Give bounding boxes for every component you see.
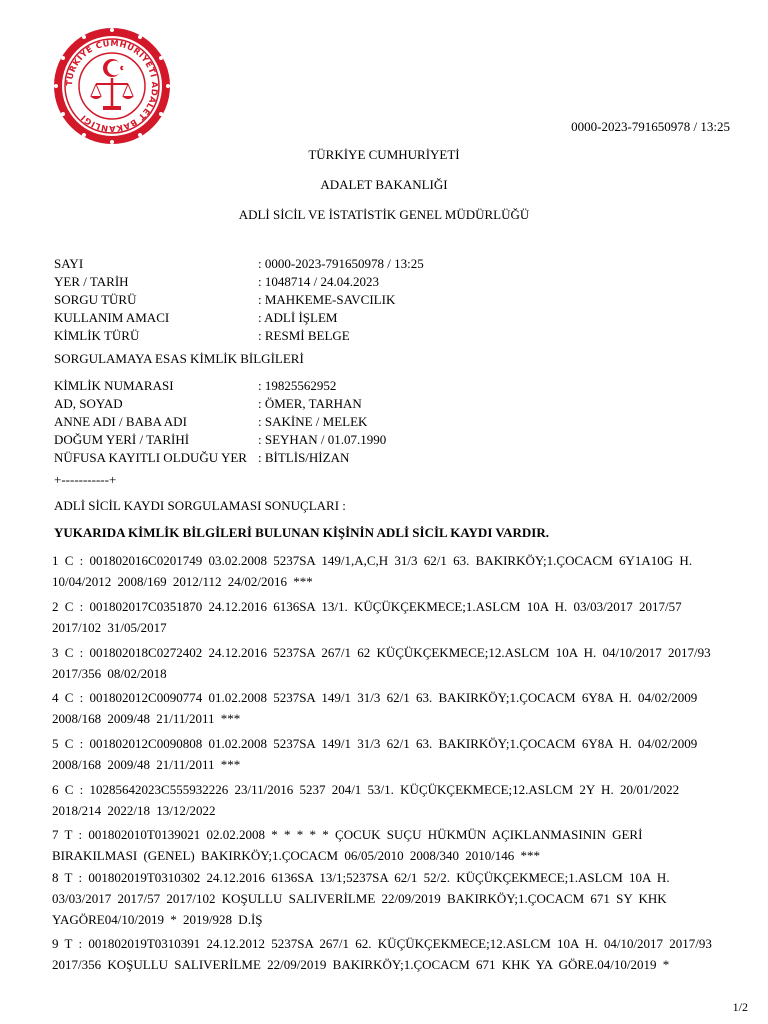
heading-directorate: ADLİ SİCİL VE İSTATİSTİK GENEL MÜDÜRLÜĞÜ xyxy=(238,207,530,222)
record-line: 5 C : 001802012C0090808 01.02.2008 5237SA 149/1 31/3 62/1 63. BAKIRKÖY;1.ÇOCACM 6Y8A H. 04/02/2009 xyxy=(52,736,698,751)
heading-ministry: ADALET BAKANLIĞI xyxy=(320,177,448,192)
record-line: 9 T : 001802019T0310391 24.12.2012 5237SA 267/1 62. KÜÇÜKÇEKMECE;12.ASLCM 10A H. 04/10/2017 2017/93 xyxy=(52,936,712,951)
record-line: 10/04/2012 2008/169 2012/112 24/02/2016 *** xyxy=(52,574,313,589)
meta-row xyxy=(54,273,424,291)
record-item xyxy=(52,550,722,592)
identity-value: : BİTLİS/HİZAN xyxy=(258,450,350,465)
record-item xyxy=(52,642,722,684)
meta-value: : MAHKEME-SAVCILIK xyxy=(258,292,396,307)
record-line: 2008/168 2009/48 21/11/2011 *** xyxy=(52,757,241,772)
identity-section-title: SORGULAMAYA ESAS KİMLİK BİLGİLERİ xyxy=(54,351,304,366)
identity-label: KİMLİK NUMARASI xyxy=(54,378,174,393)
results-statement: YUKARIDA KİMLİK BİLGİLERİ BULUNAN KİŞİNİN ADLİ SİCİL KAYDI VARDIR. xyxy=(54,525,549,540)
meta-row xyxy=(54,309,424,327)
record-line: 2017/356 08/02/2018 xyxy=(52,666,167,681)
identity-label: DOĞUM YERİ / TARİHİ xyxy=(54,432,190,447)
meta-label: KULLANIM AMACI xyxy=(54,310,170,325)
record-line: BIRAKILMASI (GENEL) BAKIRKÖY;1.ÇOCACM 06/05/2010 2008/340 2010/146 *** xyxy=(52,848,541,863)
record-line: 3 C : 001802018C0272402 24.12.2016 5237SA 267/1 62 KÜÇÜKÇEKMECE;12.ASLCM 10A H. 04/10/2017 2017/93 xyxy=(52,645,711,660)
record-item xyxy=(52,596,722,638)
record-item xyxy=(52,933,722,975)
meta-row xyxy=(54,255,424,273)
identity-value: : ÖMER, TARHAN xyxy=(258,396,362,411)
identity-value: : SEYHAN / 01.07.1990 xyxy=(258,432,387,447)
document-reference: 0000-2023-791650978 / 13:25 xyxy=(571,119,730,134)
meta-row xyxy=(54,327,424,345)
record-item xyxy=(52,867,722,930)
ministry-seal xyxy=(52,26,172,146)
meta-label: YER / TARİH xyxy=(54,274,129,289)
record-item xyxy=(52,824,722,866)
separator-line: +-----------+ xyxy=(54,472,117,487)
identity-row xyxy=(54,413,386,431)
record-line: 2018/214 2022/18 13/12/2022 xyxy=(52,803,216,818)
identity-row xyxy=(54,449,386,467)
meta-value: : ADLİ İŞLEM xyxy=(258,310,338,325)
identity-row xyxy=(54,395,386,413)
record-item xyxy=(52,779,722,821)
svg-text:TÜRKİYE CUMHURİYETİ ADALET BAK: TÜRKİYE CUMHURİYETİ ADALET BAKANLIĞI xyxy=(63,37,161,135)
record-line: 8 T : 001802019T0310302 24.12.2016 6136SA 13/1;5237SA 62/1 52/2. KÜÇÜKÇEKMECE;1.ASLCM 10A H. xyxy=(52,870,670,885)
identity-label: NÜFUSA KAYITLI OLDUĞU YER xyxy=(54,450,247,465)
record-line: 1 C : 001802016C0201749 03.02.2008 5237SA 149/1,A,C,H 31/3 62/1 63. BAKIRKÖY;1.ÇOCACM 6Y1A10G H. xyxy=(52,553,693,568)
identity-block xyxy=(54,377,386,467)
query-meta-block xyxy=(54,255,424,345)
record-line: 4 C : 001802012C0090774 01.02.2008 5237SA 149/1 31/3 62/1 63. BAKIRKÖY;1.ÇOCACM 6Y8A H. 04/02/2009 xyxy=(52,690,698,705)
meta-value: : 0000-2023-791650978 / 13:25 xyxy=(258,256,424,271)
record-item xyxy=(52,733,722,775)
identity-label: ANNE ADI / BABA ADI xyxy=(54,414,187,429)
record-line: 2017/102 31/05/2017 xyxy=(52,620,167,635)
record-item xyxy=(52,687,722,729)
identity-row xyxy=(54,431,386,449)
record-line: 2017/356 KOŞULLU SALIVERİLME 22/09/2019 BAKIRKÖY;1.ÇOCACM 671 KHK YA GÖRE.04/10/2019 * xyxy=(52,957,670,972)
heading-republic: TÜRKİYE CUMHURİYETİ xyxy=(308,147,460,162)
identity-row xyxy=(54,377,386,395)
record-line: 7 T : 001802010T0139021 02.02.2008 * * * * * ÇOCUK SUÇU HÜKMÜN AÇIKLANMASININ GERİ xyxy=(52,827,643,842)
meta-label: SAYI xyxy=(54,256,84,271)
meta-value: : 1048714 / 24.04.2023 xyxy=(258,274,379,289)
record-line: 6 C : 10285642023C555932226 23/11/2016 5237 204/1 53/1. KÜÇÜKÇEKMECE;12.ASLCM 2Y H. 20/01/2022 xyxy=(52,782,680,797)
meta-row xyxy=(54,291,424,309)
record-line: 2008/168 2009/48 21/11/2011 *** xyxy=(52,711,241,726)
identity-value: : 19825562952 xyxy=(258,378,337,393)
record-line: 2 C : 001802017C0351870 24.12.2016 6136SA 13/1. KÜÇÜKÇEKMECE;1.ASLCM 10A H. 03/03/2017 2017/57 xyxy=(52,599,682,614)
meta-label: SORGU TÜRÜ xyxy=(54,292,137,307)
record-line: 03/03/2017 2017/57 2017/102 KOŞULLU SALIVERİLME 22/09/2019 BAKIRKÖY;1.ÇOCACM 671 SY KHK xyxy=(52,891,667,906)
record-line: YAGÖRE04/10/2019 * 2019/928 D.İŞ xyxy=(52,912,263,927)
page-number: 1/2 xyxy=(732,1000,748,1014)
identity-label: AD, SOYAD xyxy=(54,396,123,411)
meta-label: KİMLİK TÜRÜ xyxy=(54,328,140,343)
meta-value: : RESMİ BELGE xyxy=(258,328,350,343)
results-section-title: ADLİ SİCİL KAYDI SORGULAMASI SONUÇLARI : xyxy=(54,498,346,513)
identity-value: : SAKİNE / MELEK xyxy=(258,414,368,429)
